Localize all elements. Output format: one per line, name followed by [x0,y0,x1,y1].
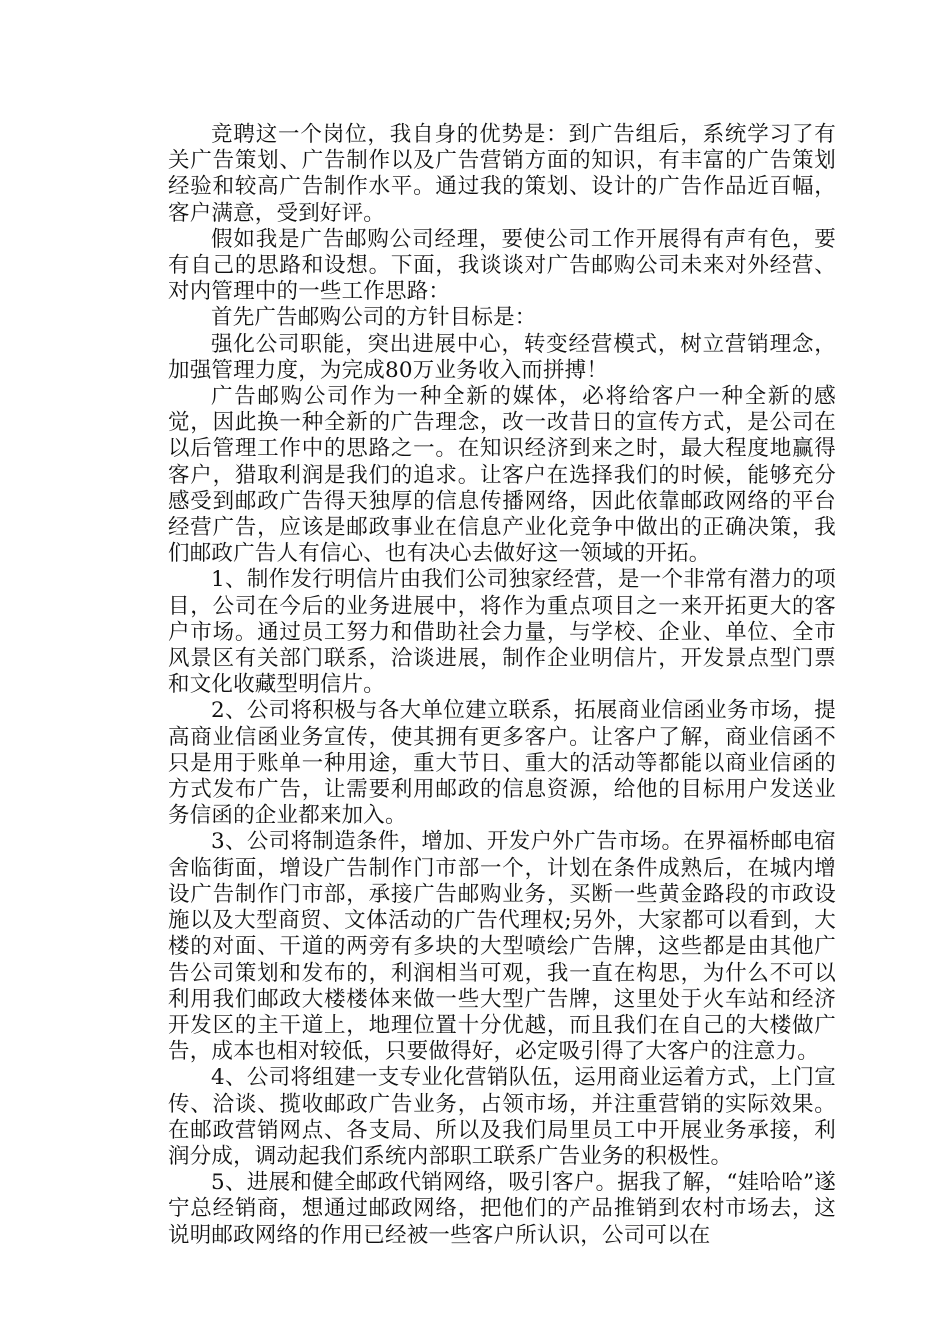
paragraph-item-1-postcards: 1、制作发行明信片由我们公司独家经营，是一个非常有潜力的项目，公司在今后的业务进展中，将作为重点项目之一来开拓更大的客户市场。通过员工努力和借助社会力量，与学校、企业、单位、全市风景区有关部门联系，洽谈进展，制作企业明信片，开发景点型门票和文化收藏型明信片。 [168,567,836,698]
paragraph-strengths: 竞聘这一个岗位，我自身的优势是：到广告组后，系统学习了有关广告策划、广告制作以及广告营销方面的知识，有丰富的广告策划经验和较高广告制作水平。通过我的策划、设计的广告作品近百幅，客户满意，受到好评。 [168,122,836,226]
document-body [168,122,836,1249]
paragraph-item-5-sales-network: 5、进展和健全邮政代销网络，吸引客户。据我了解，“娃哈哈”遂宁总经销商，想通过邮政网络，把他们的产品推销到农村市场去，这说明邮政网络的作用已经被一些客户所认识，公司可以在 [168,1170,836,1248]
paragraph-item-4-sales-team: 4、公司将组建一支专业化营销队伍，运用商业运着方式，上门宣传、洽谈、揽收邮政广告业务，占领市场，并注重营销的实际效果。在邮政营销网点、各支局、所以及我们局里员工中开展业务承接，利润分成，调动起我们系统内部职工联系广告业务的积极性。 [168,1065,836,1169]
paragraph-new-media: 广告邮购公司作为一种全新的媒体，必将给客户一种全新的感觉，因此换一种全新的广告理念，改一改昔日的宣传方式，是公司在以后管理工作中的思路之一。在知识经济到来之时，最大程度地赢得客户，猎取利润是我们的追求。让客户在选择我们的时候，能够充分感受到邮政广告得天独厚的信息传播网络，因此依靠邮政网络的平台经营广告，应该是邮政事业在信息产业化竞争中做出的正确决策，我们邮政广告人有信心、也有决心去做好这一领域的开拓。 [168,384,836,567]
paragraph-manager-plan: 假如我是广告邮购公司经理，要使公司工作开展得有声有色，要有自己的思路和设想。下面，我谈谈对广告邮购公司未来对外经营、对内管理中的一些工作思路： [168,226,836,305]
paragraph-item-2-business-letters: 2、公司将积极与各大单位建立联系，拓展商业信函业务市场，提高商业信函业务宣传，使其拥有更多客户。让客户了解，商业信函不只是用于账单一种用途，重大节日、重大的活动等都能以商业信函的方式发布广告，让需要利用邮政的信息资源，给他的目标用户发送业务信函的企业都来加入。 [168,698,836,829]
paragraph-goal-intro: 首先广告邮购公司的方针目标是： [211,305,537,331]
paragraph-item-3-outdoor-ads: 3、公司将制造条件，增加、开发户外广告市场。在界福桥邮电宿舍临街面，增设广告制作门市部一个，计划在条件成熟后，在城内增设广告制作门市部，承接广告邮购业务，买断一些黄金路段的市政设施以及大型商贸、文体活动的广告代理权;另外，大家都可以看到，大楼的对面、干道的两旁有多块的大型喷绘广告牌，这些都是由其他广告公司策划和发布的，利润相当可观，我一直在构思，为什么不可以利用我们邮政大楼楼体来做一些大型广告牌，这里处于火车站和经济开发区的主干道上，地理位置十分优越，而且我们在自己的大楼做广告，成本也相对较低，只要做得好，必定吸引得了大客户的注意力。 [168,829,836,1065]
paragraph-goal: 强化公司职能，突出进展中心，转变经营模式，树立营销理念，加强管理力度，为完成80万业务收入而拼搏！ [168,331,836,383]
